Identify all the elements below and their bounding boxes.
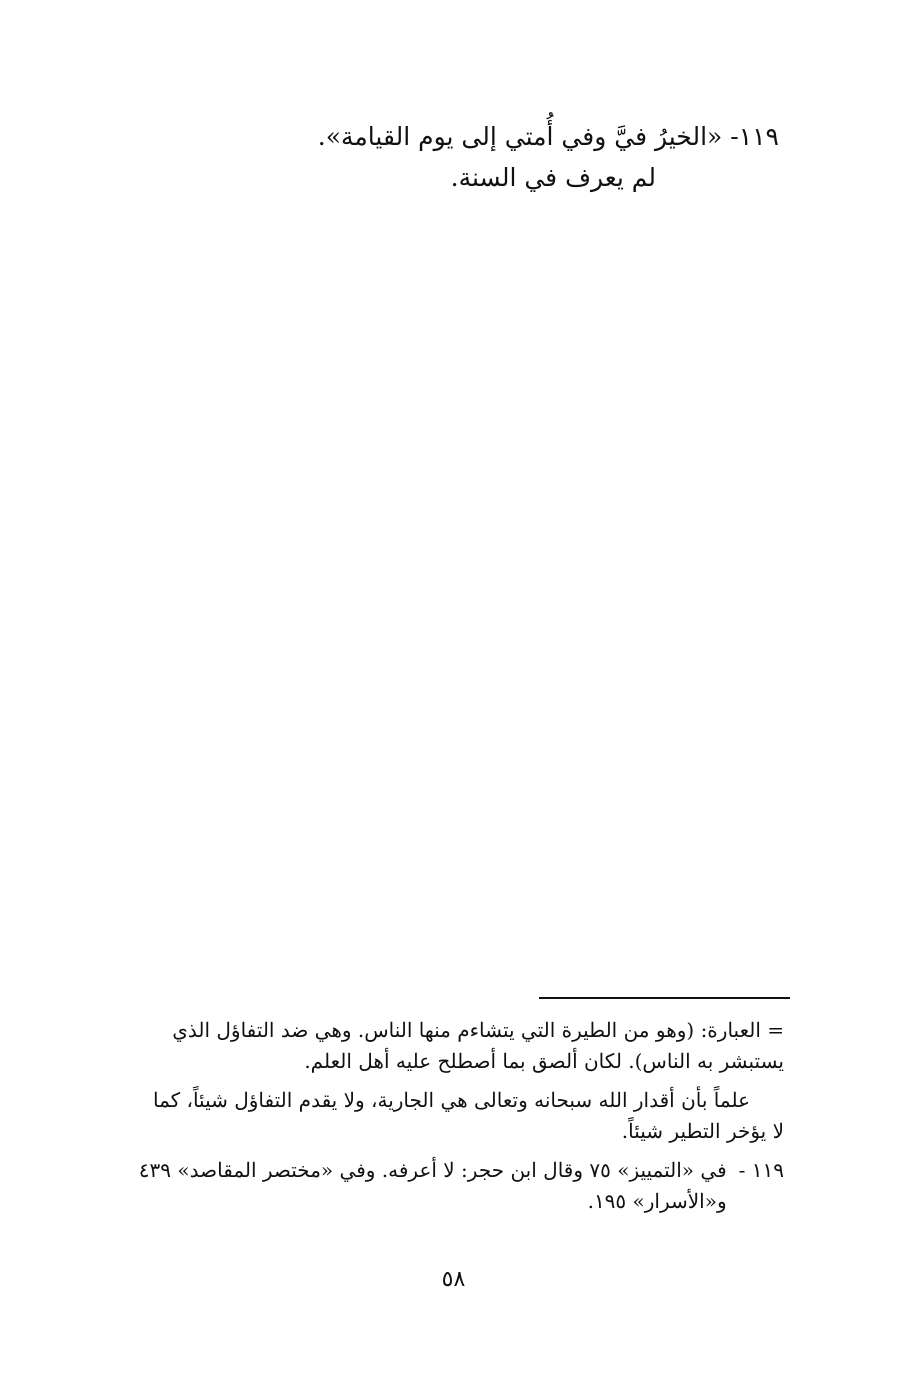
hadith-text: ١١٩- «الخيرُ فيَّ وفي أُمتي إلى يوم القيامة». — [317, 122, 779, 151]
footnote-continuation-line: = العبارة: (وهو من الطيرة التي يتشاءم منها الناس. وهي ضد التفاؤل الذي — [172, 1018, 784, 1042]
hadith-verdict: لم يعرف في السنة. — [450, 162, 656, 192]
footnote-continuation-line: لا يؤخر التطير شيئاً. — [621, 1119, 784, 1143]
footnote-119 — [98, 1155, 784, 1217]
footnote-body — [98, 1155, 727, 1217]
page-number: ٥٨ — [441, 1267, 466, 1292]
footnote-line: و«الأسرار» ١٩٥. — [587, 1189, 727, 1213]
footnote-line: في «التمييز» ٧٥ وقال ابن حجر: لا أعرفه. وفي «مختصر المقاصد» ٤٣٩ — [138, 1158, 727, 1182]
footnote-divider — [539, 997, 790, 999]
footnote-continuation-line: يستبشر به الناس). لكان ألصق بما أصطلح عليه أهل العلم. — [304, 1049, 784, 1073]
footnotes — [98, 1015, 784, 1217]
footnote-number: ١١٩ - — [738, 1158, 784, 1182]
footnote-continuation-line: علماً بأن أقدار الله سبحانه وتعالى هي الجارية، ولا يقدم التفاؤل شيئاً، كما — [152, 1088, 750, 1112]
hadith-entry-119 — [259, 118, 779, 198]
